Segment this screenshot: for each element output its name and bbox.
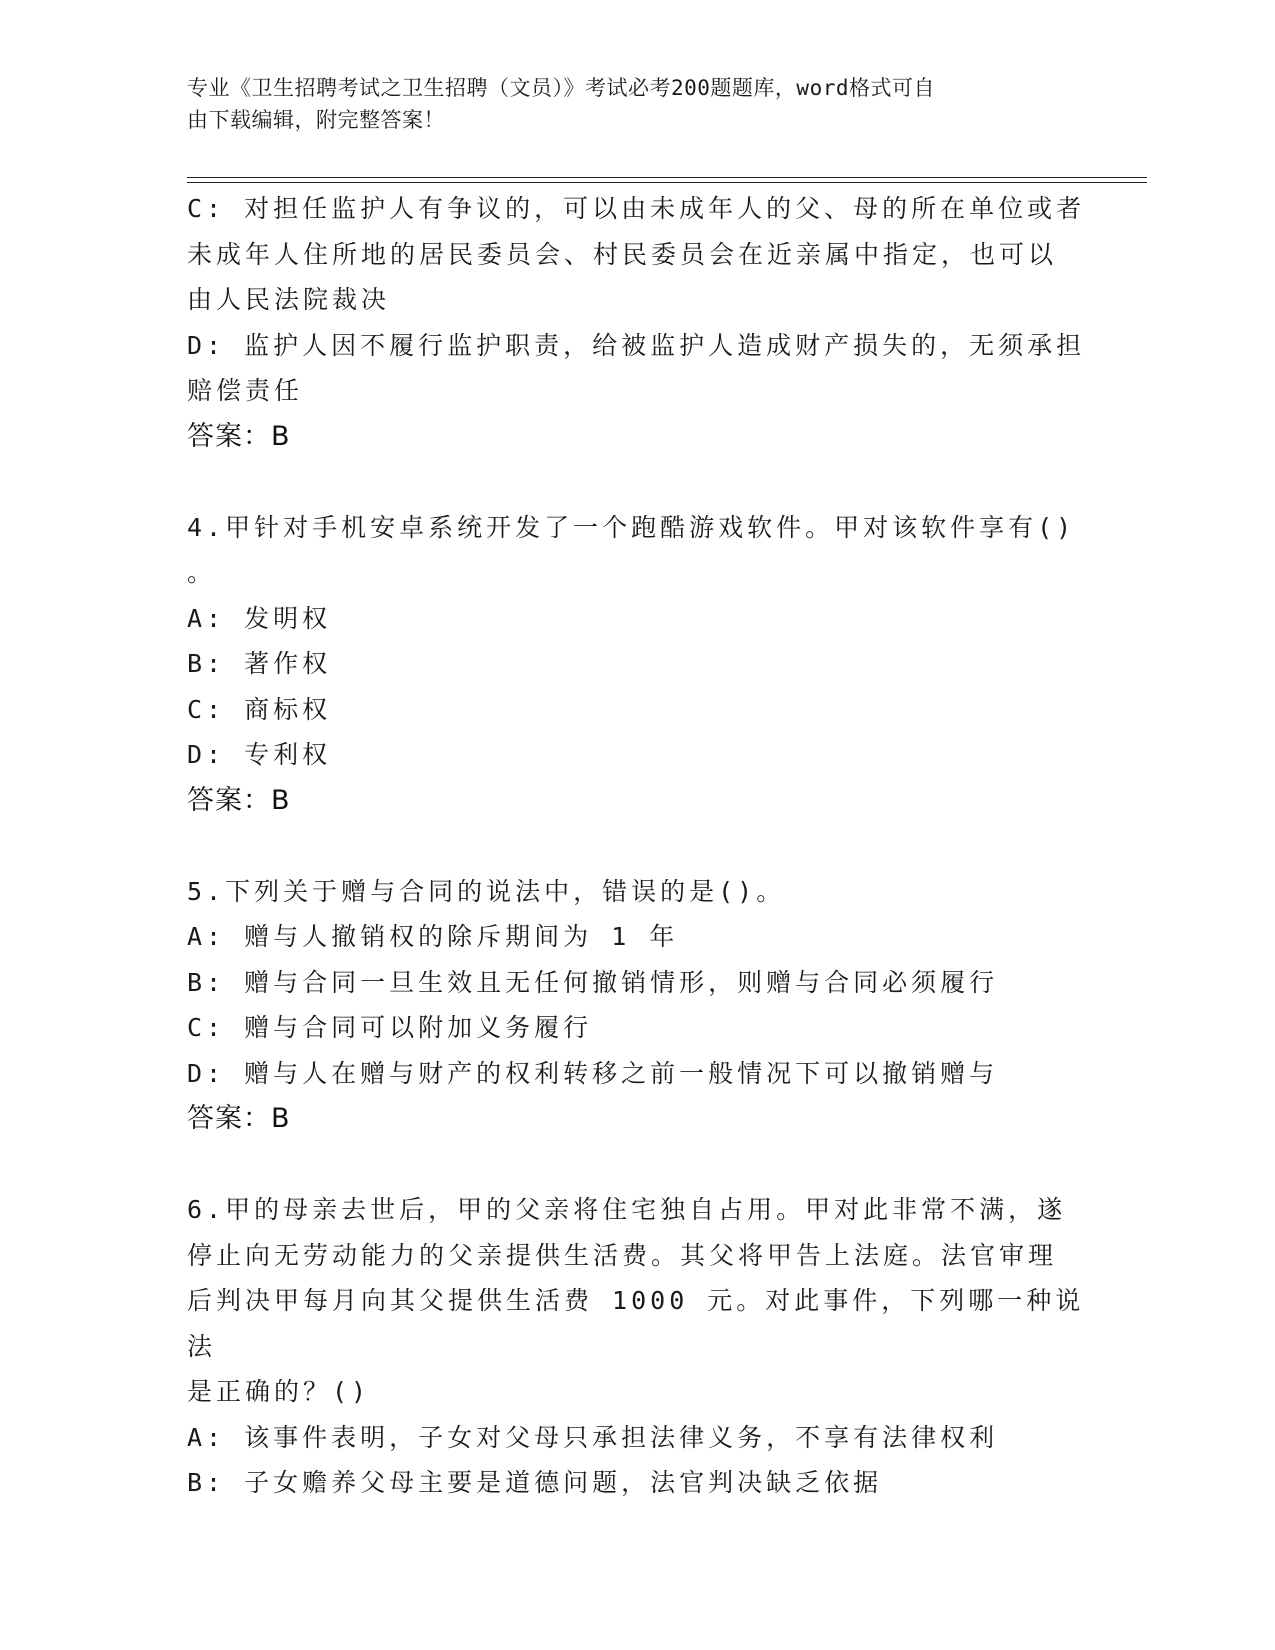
document-header [187,72,1077,136]
question-4 [187,505,1087,824]
header-rule-bottom [187,182,1147,183]
header-line-2: 由下载编辑，附完整答案！ [187,108,445,132]
option-c: C: 赠与合同可以附加义务履行 [187,1013,593,1042]
option-d: D: 专利权 [187,740,332,769]
document-body [187,186,1087,1506]
option-a: A: 赠与人撤销权的除斥期间为 1 年 [187,922,679,951]
option-b: B: 子女赡养父母主要是道德问题，法官判决缺乏依据 [187,1468,883,1497]
question-stem: 后判决甲每月向其父提供生活费 1000 元。对此事件，下列哪一种说法 [187,1286,1085,1361]
header-rule-top [187,177,1147,178]
answer-line: 答案：B [187,1103,291,1134]
header-line-1: 专业《卫生招聘考试之卫生招聘（文员）》考试必考200题题库，word格式可自 [187,76,935,100]
question-spacer [187,459,1087,505]
question-stem: 是正确的？() [187,1377,371,1406]
option-b: B: 赠与合同一旦生效且无任何撤销情形，则赠与合同必须履行 [187,967,999,997]
question-5 [187,869,1087,1142]
answer-line: 答案：B [187,784,291,816]
option-c: C: 商标权 [187,694,332,724]
option-a: A: 该事件表明，子女对父母只承担法律义务，不享有法律权利 [187,1422,999,1452]
question-stem: 4.甲针对手机安卓系统开发了一个跑酷游戏软件。甲对该软件享有() [187,512,1076,542]
option-c-line: 未成年人住所地的居民委员会、村民委员会在近亲属中指定，也可以 [187,239,1058,269]
question-spacer [187,1142,1087,1188]
option-d-line: 赔偿责任 [187,376,304,405]
option-b: B: 著作权 [187,649,332,678]
answer-line: 答案：B [187,420,291,452]
question-stem: 停止向无劳动能力的父亲提供生活费。其父将甲告上法庭。法官审理 [187,1240,1058,1270]
question-6 [187,1187,1087,1506]
option-d: D: 赠与人在赠与财产的权利转移之前一般情况下可以撤销赠与 [187,1058,999,1088]
question-3-tail [187,186,1087,459]
question-spacer [187,823,1087,869]
option-c-line: C: 对担任监护人有争议的，可以由未成年人的父、母的所在单位或者 [187,194,1086,223]
option-d-line: D: 监护人因不履行监护职责，给被监护人造成财产损失的，无须承担 [187,330,1086,360]
option-a: A: 发明权 [187,603,332,633]
question-stem: 。 [187,558,217,587]
option-c-line: 由人民法院裁决 [187,285,391,314]
question-stem: 5.下列关于赠与合同的说法中，错误的是()。 [187,876,786,906]
question-stem: 6.甲的母亲去世后，甲的父亲将住宅独自占用。甲对此非常不满，遂 [187,1195,1067,1224]
